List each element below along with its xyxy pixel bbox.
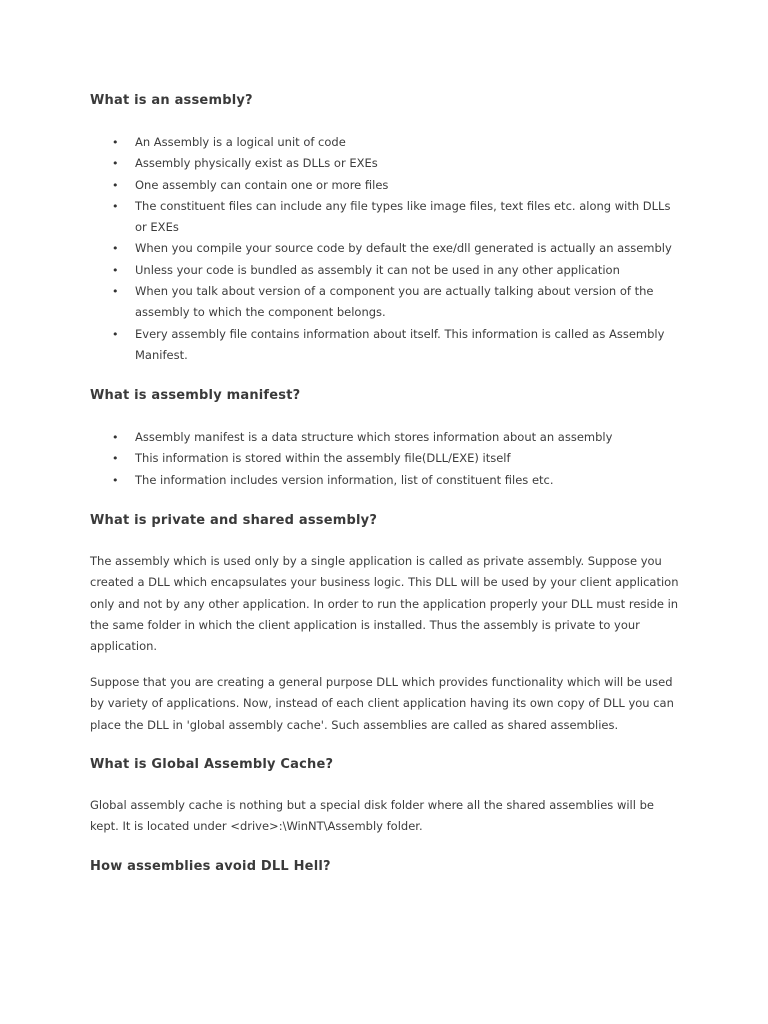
assembly-bullet-list bbox=[90, 132, 680, 366]
paragraph-global-assembly-cache: Global assembly cache is nothing but a special disk folder where all the shared assemblies will be kept. It is located under <drive>:\WinNT\Assembly folder. bbox=[90, 798, 654, 834]
list-item: • Assembly manifest is a data structure which stores information about an assembly bbox=[90, 427, 680, 448]
list-item: • An Assembly is a logical unit of code bbox=[90, 132, 680, 153]
paragraph-private-assembly: The assembly which is used only by a single application is called as private assembly. Suppose you created a DLL which encapsulates your business logic. This DLL will be used by your client application only and not by any other application. In order to run the application properly your DLL must reside in the same folder in which the client application is installed. Thus the assembly is private to your application. bbox=[90, 554, 679, 654]
list-item: • Unless your code is bundled as assembly it can not be used in any other application bbox=[90, 260, 680, 281]
list-item: • One assembly can contain one or more files bbox=[90, 175, 680, 196]
paragraph-shared-assembly: Suppose that you are creating a general purpose DLL which provides functionality which will be used by variety of applications. Now, instead of each client application having its own copy of DLL you can place the DLL in 'global assembly cache'. Such assemblies are called as shared assemblies. bbox=[90, 675, 674, 732]
heading-what-is-assembly: What is an assembly? bbox=[90, 93, 253, 108]
list-item: • The information includes version information, list of constituent files etc. bbox=[90, 470, 680, 491]
heading-dll-hell: How assemblies avoid DLL Hell? bbox=[90, 859, 331, 874]
list-item: • When you compile your source code by default the exe/dll generated is actually an assembly bbox=[90, 238, 680, 259]
heading-global-assembly-cache: What is Global Assembly Cache? bbox=[90, 757, 334, 772]
list-item: • Assembly physically exist as DLLs or EXEs bbox=[90, 153, 680, 174]
list-item: • Every assembly file contains information about itself. This information is called as Assembly Manifest. bbox=[90, 324, 680, 367]
heading-private-shared-assembly: What is private and shared assembly? bbox=[90, 513, 378, 528]
heading-assembly-manifest: What is assembly manifest? bbox=[90, 388, 301, 403]
manifest-bullet-list bbox=[90, 427, 680, 491]
list-item: • The constituent files can include any file types like image files, text files etc. along with DLLs or EXEs bbox=[90, 196, 680, 239]
list-item: • When you talk about version of a component you are actually talking about version of the assembly to which the component belongs. bbox=[90, 281, 680, 324]
list-item: • This information is stored within the assembly file(DLL/EXE) itself bbox=[90, 448, 680, 469]
